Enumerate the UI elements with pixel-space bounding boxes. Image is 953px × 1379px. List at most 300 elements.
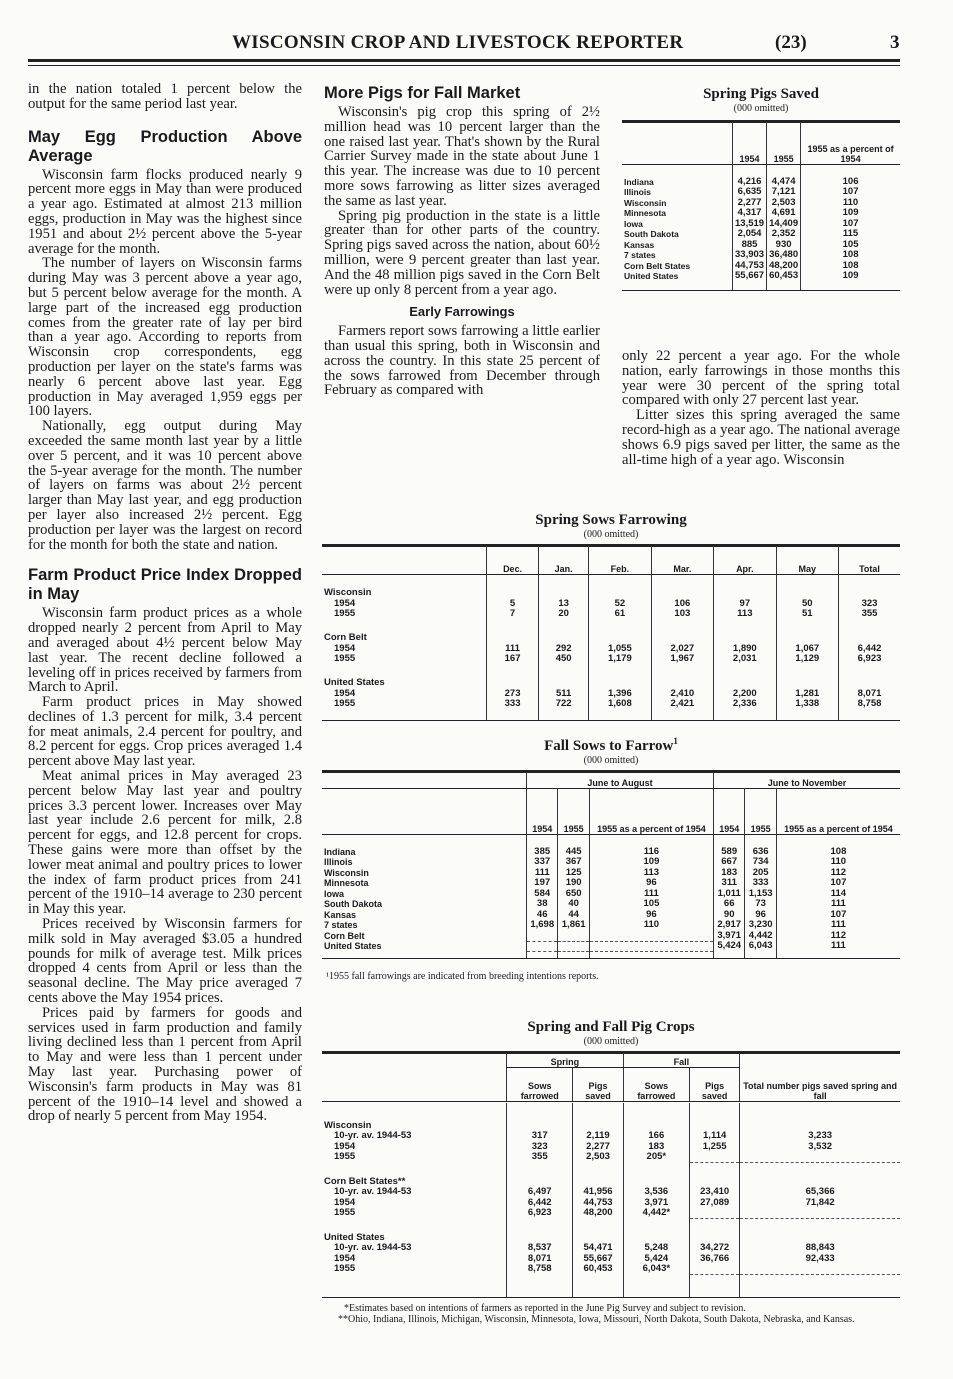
table-cell: 44,753 [733,261,767,272]
table-cell: 6,043 [745,941,776,952]
table-cell: 14,409 [767,219,801,230]
table-cell: 2,503 [573,1152,623,1163]
table-cell: 190 [558,878,589,889]
table-cell: 5,424 [623,1254,689,1265]
column-header: Total number pigs saved spring and fall [740,1054,900,1102]
table-cell: 110 [589,920,713,931]
column-header: Pigs saved [690,1068,740,1102]
table-cell: 107 [801,187,900,198]
table-cell: 65,366 [740,1187,900,1198]
table-cell: 71,842 [740,1198,900,1209]
table-cell: 109 [801,271,900,282]
table-cell: 2,352 [767,229,801,240]
table-cell [690,1264,740,1275]
table-cell: 385 [527,847,558,858]
table-cell: 60,453 [573,1264,623,1275]
header-rule-thin [28,65,900,66]
table-cell: 33,903 [733,250,767,261]
table-row [322,899,900,910]
table-cell: 6,635 [733,187,767,198]
table-cell: 5 [487,599,539,610]
table-cell: 50 [776,599,838,610]
row-label: Illinois [324,857,353,867]
table-cell: 3,971 [623,1198,689,1209]
row-label: 1955 [334,1207,356,1218]
table-cell: 292 [539,644,589,655]
table-cell: 34,272 [690,1243,740,1254]
table-cell: 6,442 [507,1198,573,1209]
table-cell: 108 [801,250,900,261]
row-label: Indiana [324,846,356,857]
table-cell: 6,043* [623,1264,689,1275]
table-cell: 4,691 [767,208,801,219]
table-cell: 5,424 [713,941,744,952]
table-cell: 1,608 [589,699,651,710]
table-cell: 1,396 [589,689,651,700]
table-cell: 105 [589,899,713,910]
table-row [322,599,900,610]
table-cell: 109 [801,208,900,219]
fall-sows-footnote: ¹1955 fall farrowings are indicated from breeding intentions reports. [326,970,599,982]
row-label: 1955 [334,1151,356,1162]
page-header [0,30,953,60]
table-cell: 3,532 [740,1142,900,1153]
table-cell: 333 [487,699,539,710]
table-row [322,889,900,900]
table-row [322,1243,900,1254]
table-cell: 205* [623,1152,689,1163]
table-cell: 112 [776,868,900,879]
row-label: 1954 [334,642,356,654]
table-row [322,920,900,931]
table-cell: 20 [539,609,589,620]
table-cell: 106 [651,599,713,610]
table-cell: 1,861 [558,920,589,931]
table-cell: 51 [776,609,838,620]
table-cell: 108 [801,261,900,272]
table-row [622,177,900,188]
row-label: Indiana [624,176,654,187]
table-cell: 97 [714,599,776,610]
table-cell: 355 [507,1152,573,1163]
table-cell: 66 [713,899,744,910]
header-rule [28,59,900,62]
table-cell: 111 [589,889,713,900]
table-cell: 116 [589,847,713,858]
table-row [622,208,900,219]
column-header: 1955 [767,123,801,165]
table-title: Spring and Fall Pig Crops [527,1019,695,1035]
row-label: United States [324,941,382,951]
table-cell: 73 [745,899,776,910]
table-cell: 1,281 [776,689,838,700]
group-header: June to August [527,773,714,789]
column-header: 1954 [713,789,744,835]
group-header: Spring [507,1054,624,1068]
row-label: 1954 [334,1252,356,1264]
table-cell: 2,421 [651,699,713,710]
table-subtitle: (000 omitted) [583,1036,639,1047]
table-row [322,847,900,858]
row-label: 10-yr. av. 1944-53 [334,1130,412,1141]
table-cell: 337 [527,857,558,868]
table-row [622,250,900,261]
group-row [322,630,900,644]
table-cell: 930 [767,240,801,251]
table-cell: 2,410 [651,689,713,700]
spring-sows-farrowing-table [322,512,900,721]
table-subtitle: (000 omitted) [583,755,639,766]
price-paragraph-1: Wisconsin farm product prices as a whole dropped nearly 2 percent from April to May and averaged about 4½ percent below May last year. The recent decline followed a leveling off in prices received by farmers from March to April. [28,605,302,696]
col3-paragraph-2: Litter sizes this spring averaged the same record-high as a year ago. The national average shows 6.9 pigs saved per litter, the same as the all-time high of a year ago. Wisconsin [622,407,900,468]
column-header: May [776,547,838,575]
table-cell: 2,917 [713,920,744,931]
table-cell: 111 [776,941,900,952]
table-cell: 36,480 [767,250,801,261]
table-cell: 205 [745,868,776,879]
table-cell: 88,843 [740,1243,900,1254]
row-label: 1954 [334,687,356,699]
column-header: 1954 [733,123,767,165]
price-paragraph-3: Meat animal prices in May averaged 23 percent below May last year and poultry prices 3.3 percent lower. Increases over May last year include 2.6 percent for milk, 2.8 percent for eggs, and 12.8 percent for crops. These gains were more than offset by the lower meat animal and poultry prices to lower the index of farm product prices from 241 percent of the 1910–14 average to 230 percent in May this year. [28,768,302,918]
group-row [322,585,900,599]
table-cell: 90 [713,910,744,921]
row-label: South Dakota [324,899,383,909]
spring-pigs-saved-table [622,86,900,291]
table-cell: 1,179 [589,654,651,665]
table-cell: 734 [745,857,776,868]
table-cell: 1,067 [776,644,838,655]
table-cell: 4,317 [733,208,767,219]
table-cell: 166 [623,1131,689,1142]
table-cell: 46 [527,910,558,921]
table-row [322,1152,900,1163]
table-cell: 111 [776,920,900,931]
table-cell: 8,071 [507,1254,573,1265]
table-cell: 4,474 [767,177,801,188]
column-header: Sows farrowed [507,1068,573,1102]
table-cell: 107 [776,910,900,921]
table-cell: 1,890 [714,644,776,655]
row-label: 1955 [334,1263,356,1274]
table-row [322,1187,900,1198]
table-cell: 885 [733,240,767,251]
row-label: Wisconsin [324,867,369,878]
group-row [322,675,900,689]
table-cell: 96 [745,910,776,921]
group-label: Corn Belt [324,632,367,643]
table-cell: 6,497 [507,1187,573,1198]
row-label: Iowa [324,888,345,899]
table-row [322,1131,900,1142]
row-label: Corn Belt States [624,260,691,271]
table-cell: 113 [589,868,713,879]
pigs-paragraph-1: Wisconsin's pig crop this spring of 2½ million head was 10 percent larger than the one raised last year. That's shown by the Rural Carrier Survey made in the state about June 1 this year. The increase was due to 10 percent more sows farrowing as litter sizes averaged the same as last year. [324,104,600,209]
table-row [322,654,900,665]
table-cell: 6,442 [839,644,900,655]
table-subtitle: (000 omitted) [583,529,639,540]
row-label: 1954 [334,1140,356,1152]
row-label: Iowa [624,218,643,229]
pig-crops-footnotes [320,1303,900,1325]
group-label: Wisconsin [324,587,372,598]
table-cell: 110 [801,198,900,209]
table-cell: 114 [776,889,900,900]
table-cell: 2,336 [714,699,776,710]
table-cell: 13 [539,599,589,610]
footnote-estimates: *Estimates based on intentions of farmers as reported in the June Pig Survey and subject to revision. [344,1303,746,1314]
column-2 [324,84,600,398]
price-paragraph-5: Prices paid by farmers for goods and services used in farm production and family living declined less than 1 percent from April to May and were less than 1 percent under May last year. Purchasing power of Wisconsin's farm products in May was 81 percent of the 1910–14 level and showed a drop of nearly 5 percent from May 1954. [28,1004,302,1125]
table-cell: 2,277 [733,198,767,209]
table-row [322,868,900,879]
table-cell: 6,923 [507,1208,573,1219]
table-cell: 445 [558,847,589,858]
table-row [622,229,900,240]
table-cell: 7,121 [767,187,801,198]
row-label: 10-yr. av. 1944-53 [334,1242,412,1253]
table-cell: 96 [589,878,713,889]
table-cell: 54,471 [573,1243,623,1254]
table-cell [558,931,589,942]
footnote-corn-belt: **Ohio, Indiana, Illinois, Michigan, Wisconsin, Minnesota, Iowa, Missouri, North Dakota, South Dakota, Nebraska, and Kansas. [338,1314,855,1325]
column-3 [622,349,900,467]
group-header: Fall [623,1054,740,1068]
column-header: 1955 as a percent of 1954 [776,789,900,835]
early-paragraph-1: Farmers report sows farrowing a little earlier than usual this spring, both in Wisconsin and across the country. In this state 25 percent of the sows farrowed from December through February as compared with [324,323,600,399]
table-cell: 2,119 [573,1131,623,1142]
table-cell: 8,537 [507,1243,573,1254]
pig-crops-table [322,1019,900,1298]
table-cell: 323 [507,1142,573,1153]
table-cell: 111 [487,644,539,655]
issue-number: (23) [775,32,807,53]
row-label: 7 states [624,250,656,260]
table-subtitle: (000 omitted) [733,103,789,114]
table-cell [740,1208,900,1219]
row-label: Wisconsin [624,197,667,208]
egg-paragraph-3: Nationally, egg output during May exceeded the same month last year by a little over 5 percent, and it was 10 percent above the 5-year average for the month. The number of layers on farms was about 2½ percent larger than May last year, and egg production per layer also increased 2½ percent. Egg production per layer was the largest on record for the month for both the state and nation. [28,418,302,553]
table-cell: 107 [801,219,900,230]
table-row [322,699,900,710]
table-cell [740,1264,900,1275]
table-row [322,609,900,620]
column-1 [28,82,302,1124]
table-cell: 23,410 [690,1187,740,1198]
table-cell: 3,971 [713,931,744,942]
table-cell: 2,031 [714,654,776,665]
table-cell: 367 [558,857,589,868]
table-cell: 38 [527,899,558,910]
table-title: Fall Sows to Farrow$^1$ [544,736,678,754]
table-cell: 2,027 [651,644,713,655]
table-cell: 589 [713,847,744,858]
table-cell [690,1152,740,1163]
table-row [322,857,900,868]
table-cell: 103 [651,609,713,620]
table-cell: 636 [745,847,776,858]
column-header: 1955 as a percent of 1954 [801,123,900,165]
table-cell: 111 [527,868,558,879]
row-label: South Dakota [624,229,679,239]
row-label: 7 states [324,920,358,930]
table-cell: 96 [589,910,713,921]
table-cell: 44,753 [573,1198,623,1209]
group-label: United States [324,677,385,688]
table-cell: 650 [558,889,589,900]
row-label: 1955 [334,608,356,619]
table-cell: 1,129 [776,654,838,665]
table-cell: 61 [589,609,651,620]
row-label: Kansas [624,239,655,250]
row-label: Corn Belt [324,930,365,941]
column-header: Jan. [539,547,589,575]
publication-title: WISCONSIN CROP AND LIVESTOCK REPORTER [232,32,684,53]
table-cell: 2,054 [733,229,767,240]
table-cell: 1,055 [589,644,651,655]
table-cell: 105 [801,240,900,251]
table-cell: 2,200 [714,689,776,700]
egg-paragraph-2: The number of layers on Wisconsin farms during May was 3 percent above a year ago, but 5 percent below average for the month. A large part of the increased egg production comes from the greater rate of lay per bird than a year ago. According to reports from Wisconsin crop correspondents, egg production per layer on the state's farms was nearly 6 percent above last year. Egg production in May averaged 1,959 eggs per 100 layers. [28,255,302,420]
column-header: Apr. [714,547,776,575]
table-cell [589,931,713,942]
table-row [322,910,900,921]
column-header: Total [839,547,900,575]
group-label: Wisconsin [324,1119,372,1131]
table-cell: 317 [507,1131,573,1142]
table-cell: 111 [776,899,900,910]
column-header: 1955 as a percent of 1954 [589,789,713,835]
table-cell: 355 [839,609,900,620]
table-cell [527,931,558,942]
row-label: United States [624,271,679,281]
table-cell: 92,433 [740,1254,900,1265]
table-cell: 109 [589,857,713,868]
row-label: 1954 [334,597,356,609]
table-cell: 8,758 [507,1264,573,1275]
pig-crops-grid [322,1053,900,1297]
table-row [622,198,900,209]
fall-sows-table [322,736,900,982]
table-cell: 273 [487,689,539,700]
table-cell: 183 [623,1142,689,1153]
table-cell: 4,442 [745,931,776,942]
sows-farrowing-grid [322,546,900,720]
table-cell: 584 [527,889,558,900]
table-cell: 450 [539,654,589,665]
col3-paragraph-1: only 22 percent a year ago. For the whole nation, early farrowings in those months this year were 30 percent of the spring total compared with only 27 percent last year. [622,348,900,409]
group-label: Corn Belt States** [324,1175,406,1187]
table-title: Spring Pigs Saved [703,86,819,102]
row-label: Minnesota [324,878,369,888]
page-number: 3 [890,32,900,53]
column-header: 1955 [558,789,589,835]
table-cell: 1,153 [745,889,776,900]
fall-sows-grid [322,772,900,958]
column-header: 1954 [527,789,558,835]
table-cell: 667 [713,857,744,868]
row-label: 10-yr. av. 1944-53 [334,1186,412,1197]
table-cell: 41,956 [573,1187,623,1198]
group-label: United States [324,1231,385,1243]
column-header: Pigs saved [573,1068,623,1102]
table-cell: 3,230 [745,920,776,931]
egg-heading: May Egg Production Above Average [28,127,302,165]
table-cell: 52 [589,599,651,610]
table-cell [690,1208,740,1219]
table-cell: 4,216 [733,177,767,188]
table-cell: 333 [745,878,776,889]
table-cell: 60,453 [767,271,801,282]
table-row [322,931,900,942]
table-cell: 2,503 [767,198,801,209]
column-header: Mar. [651,547,713,575]
row-label: Kansas [324,909,357,920]
table-cell: 44 [558,910,589,921]
table-cell: 7 [487,609,539,620]
column-header: Dec. [487,547,539,575]
table-cell [589,941,713,952]
table-cell: 115 [801,229,900,240]
table-row [322,878,900,889]
price-heading: Farm Product Price Index Dropped in May [28,566,302,604]
table-cell: 8,758 [839,699,900,710]
row-label: 1955 [334,653,356,664]
row-label: 1954 [334,1196,356,1208]
table-cell: 107 [776,878,900,889]
table-cell: 55,667 [573,1254,623,1265]
row-label: 1955 [334,698,356,709]
table-cell: 48,200 [767,261,801,272]
early-farrowings-heading: Early Farrowings [409,304,515,320]
price-paragraph-2: Farm product prices in May showed declines of 1.3 percent for milk, 3.4 percent for meat animals, 2.4 percent for poultry, and 8.2 percent for eggs. Crop prices averaged 1.4 percent above May last year. [28,694,302,770]
table-cell: 48,200 [573,1208,623,1219]
table-cell: 3,233 [740,1131,900,1142]
column-header: 1955 [745,789,776,835]
row-label: Minnesota [624,208,667,218]
table-cell: 1,698 [527,920,558,931]
table-cell: 722 [539,699,589,710]
table-row [322,1264,900,1275]
pigs-saved-grid [622,122,900,290]
table-cell: 40 [558,899,589,910]
table-cell: 106 [801,177,900,188]
table-row [322,1142,900,1153]
table-cell: 8,071 [839,689,900,700]
table-cell: 113 [714,609,776,620]
table-cell: 323 [839,599,900,610]
table-cell: 2,277 [573,1142,623,1153]
price-paragraph-4: Prices received by Wisconsin farmers for milk sold in May averaged $3.05 a hundred pounds for milk of average test. Milk prices dropped 4 cents from April or less than the seasonal decline. The May price averaged 7 cents above the May 1954 prices. [28,916,302,1007]
table-cell: 4,442* [623,1208,689,1219]
table-cell [527,941,558,952]
column-header: Feb. [589,547,651,575]
table-cell: 112 [776,931,900,942]
table-title: Spring Sows Farrowing [535,512,687,528]
table-cell: 197 [527,878,558,889]
table-cell: 1,967 [651,654,713,665]
table-cell: 110 [776,857,900,868]
egg-paragraph-1: Wisconsin farm flocks produced nearly 9 percent more eggs in May than were produced a year ago. Estimated at almost 213 million eggs, production in May was the highest since 1951 and about 2½ percent above the 5-year average for the month. [28,166,302,257]
table-cell: 108 [776,847,900,858]
table-cell: 27,089 [690,1198,740,1209]
table-cell: 511 [539,689,589,700]
row-label: Illinois [624,187,651,197]
table-cell: 5,248 [623,1243,689,1254]
group-header: June to November [713,773,900,789]
table-cell: 167 [487,654,539,665]
table-row [322,941,900,952]
